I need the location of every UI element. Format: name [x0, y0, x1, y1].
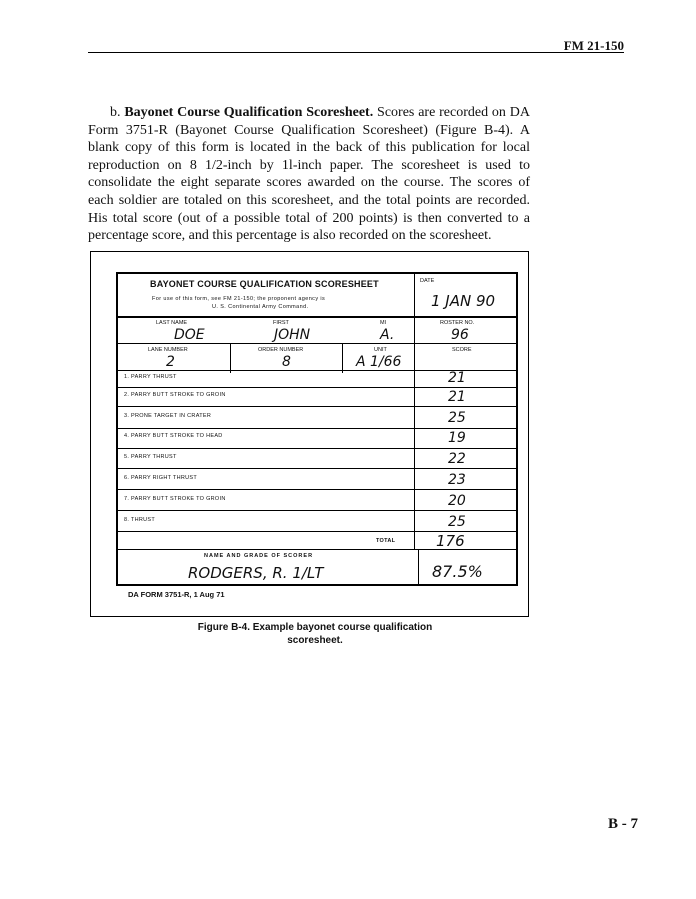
- order-value: 8: [282, 354, 291, 370]
- header-rule: [88, 52, 624, 53]
- row-7-rule: [118, 510, 516, 511]
- form-title: BAYONET COURSE QUALIFICATION SCORESHEET: [150, 279, 379, 289]
- order-label: ORDER NUMBER: [258, 347, 304, 353]
- paragraph-bold-title: Bayonet Course Qualification Scoresheet.: [124, 105, 374, 120]
- first-name-label: FIRST: [273, 320, 289, 326]
- body-paragraph: [88, 104, 530, 245]
- lane-label: LANE NUMBER: [148, 347, 188, 353]
- row-1-rule: [118, 387, 516, 388]
- row-4-label: 4. PARRY BUTT STROKE TO HEAD: [124, 433, 223, 439]
- row-2-score: 21: [448, 389, 466, 405]
- caption-line-2: scoresheet.: [287, 635, 343, 646]
- score-column-divider: [414, 370, 415, 549]
- percent-value: 87.5%: [432, 562, 483, 581]
- row-6-label: 6. PARRY RIGHT THRUST: [124, 475, 198, 481]
- row-7-score: 20: [448, 493, 466, 509]
- total-value: 176: [436, 532, 465, 550]
- row-5-score: 22: [448, 451, 466, 467]
- paragraph-body: Scores are recorded on DA Form 3751-R (Bayonet Course Qualification Scoresheet) (Figure B-4). A blank copy of this form is located in the back of this publication for local reproduction on 8 1/2-inch by 1l-inch paper. The scoresheet is used to consolidate the eight separate scores awarded on the course. The scores of each soldier are totaled on this scoresheet, and the total points are recorded. His total score (out of a possible total of 200 points) is then converted to a percentage score, and this percentage is also recorded on the scoresheet.: [88, 105, 530, 244]
- row-7-label: 7. PARRY BUTT STROKE TO GROIN: [124, 496, 226, 502]
- scoresheet-form: [116, 272, 518, 586]
- name-row-rule: [118, 343, 516, 344]
- row-4-score: 19: [448, 430, 466, 446]
- score-label: SCORE: [452, 347, 472, 353]
- scorer-value: RODGERS, R. 1/LT: [188, 564, 324, 582]
- row-1-label: 1. PARRY THRUST: [124, 374, 177, 380]
- paragraph-lead: b.: [110, 105, 121, 120]
- lane-value: 2: [166, 354, 175, 370]
- scorer-label: NAME AND GRADE OF SCORER: [204, 553, 314, 559]
- header-code: FM 21-150: [563, 38, 624, 53]
- row-2-label: 2. PARRY BUTT STROKE TO GROIN: [124, 392, 226, 398]
- header-bottom-rule: [118, 316, 516, 318]
- lane-divider: [230, 343, 231, 373]
- row-5-label: 5. PARRY THRUST: [124, 454, 177, 460]
- unit-label: UNIT: [374, 347, 387, 353]
- row-6-score: 23: [448, 472, 466, 488]
- row-4-rule: [118, 448, 516, 449]
- row-3-score: 25: [448, 410, 466, 426]
- caption-line-1: Figure B-4. Example bayonet course qualification: [197, 622, 433, 633]
- first-name-value: JOHN: [274, 327, 311, 343]
- roster-value: 96: [451, 327, 469, 343]
- mi-label: MI: [380, 320, 387, 326]
- page-number: B - 7: [608, 816, 638, 832]
- form-subtitle-2: U. S. Continental Army Command.: [212, 304, 309, 310]
- row-8-score: 25: [448, 514, 466, 530]
- last-name-label: LAST NAME: [156, 320, 188, 326]
- percent-divider: [418, 549, 419, 586]
- row-1-score: 21: [448, 370, 466, 386]
- form-footer: DA FORM 3751-R, 1 Aug 71: [128, 590, 225, 599]
- total-rule: [118, 549, 516, 550]
- date-divider: [414, 274, 415, 316]
- row-8-label: 8. THRUST: [124, 517, 156, 523]
- row-3-rule: [118, 428, 516, 429]
- roster-label: ROSTER NO.: [440, 320, 475, 326]
- date-label: DATE: [420, 278, 435, 284]
- order-divider: [342, 343, 343, 373]
- unit-value: A 1/66: [356, 354, 402, 370]
- row-2-rule: [118, 406, 516, 407]
- total-label: TOTAL: [376, 538, 396, 544]
- last-name-value: DOE: [174, 327, 205, 343]
- figure-caption: [150, 621, 480, 647]
- row-3-label: 3. PRONE TARGET IN CRATER: [124, 413, 212, 419]
- form-subtitle-1: For use of this form, see FM 21-150; the proponent agency is: [152, 296, 326, 302]
- date-value: 1 JAN 90: [431, 292, 496, 310]
- mi-value: A.: [380, 327, 395, 343]
- row-5-rule: [118, 468, 516, 469]
- row-6-rule: [118, 489, 516, 490]
